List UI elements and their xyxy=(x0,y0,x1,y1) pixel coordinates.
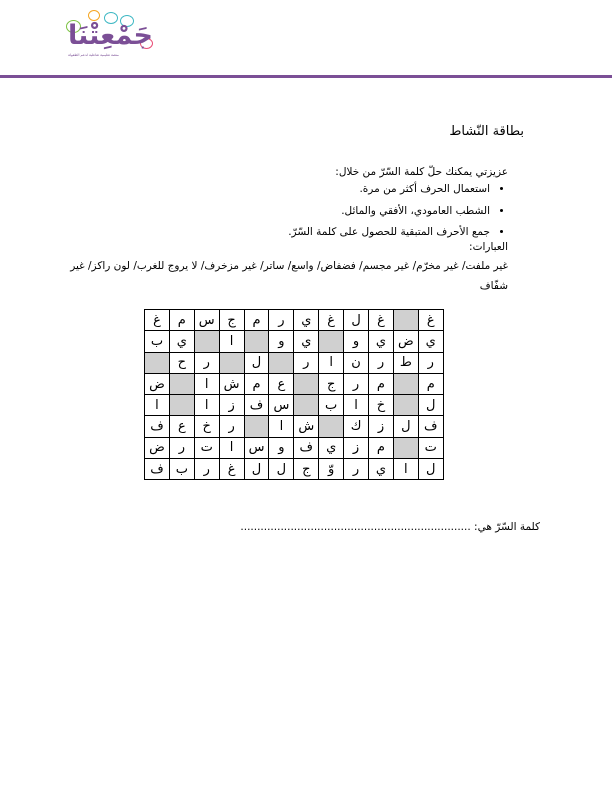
instructions-intro: عزيزتي يمكنك حلّ كلمة السّرّ من خلال: xyxy=(335,166,508,178)
grid-cell: ا xyxy=(344,395,369,416)
grid-cell: ي xyxy=(319,437,344,458)
grid-cell: ل xyxy=(393,416,418,437)
logo-tagline: منصة تعليمية تفاعلية لدعم الطفولة xyxy=(68,53,119,57)
grid-cell: م xyxy=(418,373,443,394)
grid-cell-shaded xyxy=(219,352,244,373)
grid-cell: ا xyxy=(319,352,344,373)
grid-cell: م xyxy=(369,373,394,394)
grid-cell: ن xyxy=(344,352,369,373)
grid-cell: ج xyxy=(294,459,319,480)
grid-cell-shaded xyxy=(194,331,219,352)
grid-cell: ف xyxy=(145,416,170,437)
grid-cell: ع xyxy=(169,416,194,437)
word-search-grid xyxy=(144,309,444,480)
grid-cell: ف xyxy=(294,437,319,458)
grid-row xyxy=(145,437,444,458)
grid-row xyxy=(145,373,444,394)
grid-cell-shaded xyxy=(145,352,170,373)
grid-cell: ر xyxy=(169,437,194,458)
grid-row xyxy=(145,352,444,373)
grid-cell: غ xyxy=(145,310,170,331)
grid-cell: و xyxy=(269,331,294,352)
grid-cell: ب xyxy=(169,459,194,480)
grid-cell: س xyxy=(244,437,269,458)
grid-cell: ل xyxy=(244,459,269,480)
grid-cell: س xyxy=(269,395,294,416)
answer-line xyxy=(240,521,540,533)
grid-cell-shaded xyxy=(393,395,418,416)
grid-row xyxy=(145,310,444,331)
grid-cell: ج xyxy=(219,310,244,331)
grid-cell: ل xyxy=(418,395,443,416)
grid-cell: ي xyxy=(369,459,394,480)
grid-cell: ر xyxy=(194,352,219,373)
grid-cell: ر xyxy=(344,373,369,394)
grid-cell: س xyxy=(194,310,219,331)
grid-cell-shaded xyxy=(393,310,418,331)
grid-cell: ف xyxy=(244,395,269,416)
grid-cell: ر xyxy=(369,352,394,373)
phrases-text: غير ملفت/ غير مخرّم/ غير مجسم/ فضفاض/ واسع/ ساتر/ غير مزخرف/ لا يروج للغرب/ لون راكز/ غير شفّاف xyxy=(70,260,508,292)
grid-cell: ا xyxy=(269,416,294,437)
grid-cell: ف xyxy=(145,459,170,480)
list-item: • الشطب العامودي، الأفقي والمائل. xyxy=(288,201,490,223)
grid-row xyxy=(145,416,444,437)
grid-cell: ت xyxy=(194,437,219,458)
grid-cell-shaded xyxy=(244,331,269,352)
grid-cell: ض xyxy=(145,437,170,458)
grid-cell-shaded xyxy=(319,416,344,437)
list-item: • استعمال الحرف أكثر من مرة. xyxy=(288,179,490,201)
grid-cell: ف xyxy=(418,416,443,437)
grid-cell: ض xyxy=(145,373,170,394)
grid-cell: ر xyxy=(269,310,294,331)
list-item: • جمع الأحرف المتبقية للحصول على كلمة السّرّ. xyxy=(288,222,490,244)
grid-cell-shaded xyxy=(169,373,194,394)
grid-cell: ز xyxy=(219,395,244,416)
grid-cell: ع xyxy=(269,373,294,394)
header-divider xyxy=(0,75,612,78)
grid-cell: م xyxy=(244,310,269,331)
answer-label: كلمة السّرّ هي: xyxy=(474,521,540,533)
grid-cell: م xyxy=(369,437,394,458)
grid-cell-shaded xyxy=(269,352,294,373)
grid-cell: ي xyxy=(369,331,394,352)
grid-cell: ل xyxy=(244,352,269,373)
grid-cell: غ xyxy=(219,459,244,480)
grid-cell: ك xyxy=(344,416,369,437)
grid-cell: م xyxy=(244,373,269,394)
grid-cell: ي xyxy=(294,331,319,352)
grid-row xyxy=(145,459,444,480)
grid-cell: ر xyxy=(418,352,443,373)
grid-cell: ر xyxy=(344,459,369,480)
grid-cell: وّ xyxy=(319,459,344,480)
grid-cell: ض xyxy=(393,331,418,352)
grid-cell: ت xyxy=(418,437,443,458)
grid-cell: ج xyxy=(319,373,344,394)
grid-cell: ا xyxy=(145,395,170,416)
grid-cell: خ xyxy=(194,416,219,437)
grid-cell-shaded xyxy=(294,395,319,416)
grid-cell: ا xyxy=(194,395,219,416)
grid-cell: ر xyxy=(219,416,244,437)
grid-row xyxy=(145,331,444,352)
grid-cell: ا xyxy=(219,437,244,458)
grid-cell: و xyxy=(344,331,369,352)
grid-cell: ب xyxy=(145,331,170,352)
grid-cell: ي xyxy=(294,310,319,331)
grid-cell: ز xyxy=(344,437,369,458)
logo-wordmark: جَمْعِتْنَا xyxy=(68,20,153,51)
grid-cell: ي xyxy=(169,331,194,352)
grid-cell: ي xyxy=(418,331,443,352)
grid-row xyxy=(145,395,444,416)
grid-cell: ا xyxy=(194,373,219,394)
instructions-list xyxy=(288,179,508,244)
grid-cell: ل xyxy=(418,459,443,480)
grid-cell: خ xyxy=(369,395,394,416)
grid-cell: غ xyxy=(418,310,443,331)
phrases-label: العبارات: xyxy=(469,241,508,253)
grid-cell-shaded xyxy=(244,416,269,437)
grid-cell: و xyxy=(269,437,294,458)
grid-cell: ب xyxy=(319,395,344,416)
grid-cell: ر xyxy=(294,352,319,373)
grid-cell: غ xyxy=(319,310,344,331)
grid-cell: ر xyxy=(194,459,219,480)
grid-cell-shaded xyxy=(393,373,418,394)
page-title: بطاقة النّشاط xyxy=(449,124,524,139)
grid-cell-shaded xyxy=(393,437,418,458)
grid-cell: ل xyxy=(269,459,294,480)
answer-blank: ..................................................................... xyxy=(240,521,471,533)
grid-cell: ز xyxy=(369,416,394,437)
grid-cell-shaded xyxy=(319,331,344,352)
grid-cell-shaded xyxy=(294,373,319,394)
grid-cell: ح xyxy=(169,352,194,373)
grid-cell: غ xyxy=(369,310,394,331)
grid-cell-shaded xyxy=(169,395,194,416)
grid-cell: ا xyxy=(219,331,244,352)
grid-cell: ش xyxy=(219,373,244,394)
grid-cell: ا xyxy=(393,459,418,480)
grid-cell: م xyxy=(169,310,194,331)
grid-cell: ط xyxy=(393,352,418,373)
grid-cell: ل xyxy=(344,310,369,331)
grid-cell: ش xyxy=(294,416,319,437)
